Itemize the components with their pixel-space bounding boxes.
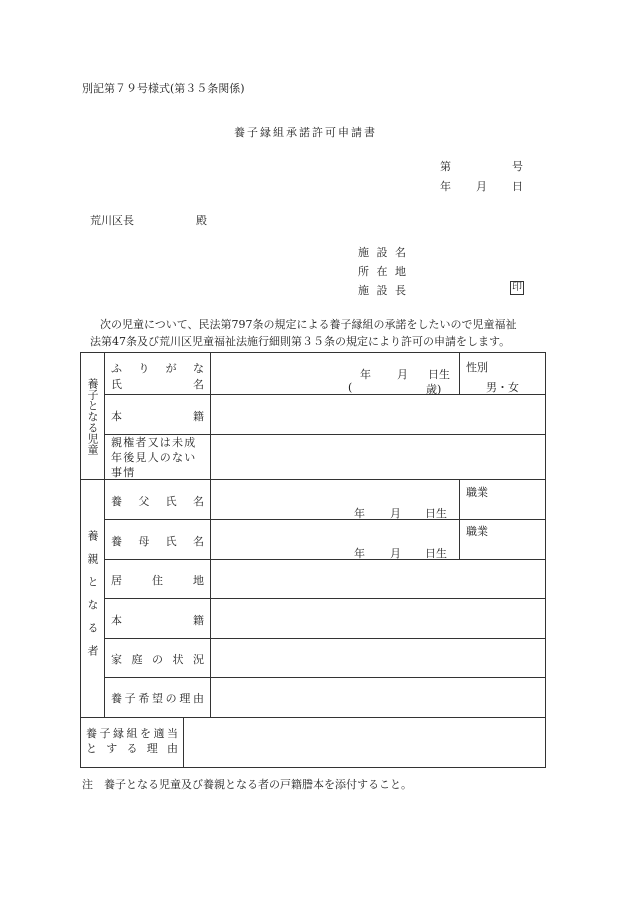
mother-name-field[interactable] xyxy=(212,521,458,558)
child-group-label: 養子となる児童 xyxy=(86,377,99,455)
child-honseki-label-text: 本 籍 xyxy=(111,410,204,423)
father-birth-day: 日生 xyxy=(425,507,447,520)
parents-group-label xyxy=(81,480,104,717)
no-guardian-reason-field[interactable] xyxy=(212,436,544,478)
mother-birth-month: 月 xyxy=(390,547,401,560)
child-age-label: 歳) xyxy=(426,383,442,396)
child-age-open: ( xyxy=(348,381,353,394)
addressee-honorific: 殿 xyxy=(196,214,207,227)
father-occupation-label: 職業 xyxy=(466,486,488,499)
seal-mark: 印 xyxy=(512,282,522,293)
family-situation-label-text: 家 庭 の 状 況 xyxy=(111,653,204,666)
appropriate-reason-line-2: と す る 理 由 xyxy=(86,742,178,755)
child-birth-day: 日生 xyxy=(428,368,450,381)
intro-line-1: 次の児童について、民法第797条の規定による養子縁組の承諾をしたいので児童福祉 xyxy=(100,318,517,331)
sex-options[interactable]: 男・女 xyxy=(486,381,519,394)
child-name-label-text: 氏 名 xyxy=(111,378,204,391)
facility-name-label: 施 設 名 xyxy=(358,246,408,259)
child-birth-month: 月 xyxy=(397,368,408,381)
child-birth-year: 年 xyxy=(360,368,371,381)
mother-birth-year: 年 xyxy=(354,547,365,560)
family-situation-field[interactable] xyxy=(212,640,544,676)
residence-label xyxy=(111,572,204,588)
addressee xyxy=(90,212,207,228)
no-guardian-reason-label xyxy=(111,435,207,480)
form-reference: 別記第７９号様式(第３５条関係) xyxy=(82,82,245,95)
residence-field[interactable] xyxy=(212,561,544,597)
residence-label-text: 居 住 地 xyxy=(111,574,204,587)
parents-honseki-label-text: 本 籍 xyxy=(111,614,204,627)
appropriate-reason-field[interactable] xyxy=(185,719,544,766)
furigana-label xyxy=(111,360,204,376)
facility-head-label: 施 設 長 xyxy=(358,284,408,297)
appropriate-reason-label xyxy=(86,726,178,756)
mother-name-label xyxy=(111,533,204,549)
father-name-field[interactable] xyxy=(212,481,458,518)
adoption-wish-reason-label xyxy=(111,690,204,706)
father-name-label xyxy=(111,493,204,509)
appropriate-reason-line-1: 養子縁組を適当 xyxy=(86,727,178,740)
father-birth-year: 年 xyxy=(354,507,365,520)
sex-label: 性別 xyxy=(466,361,488,374)
parents-honseki-field[interactable] xyxy=(212,600,544,637)
facility-location-label: 所 在 地 xyxy=(358,265,408,278)
doc-dai-label: 第 xyxy=(440,160,451,173)
mother-birth-day: 日生 xyxy=(425,547,447,560)
addressee-name: 荒川区長 xyxy=(90,214,134,227)
child-honseki-field[interactable] xyxy=(212,396,544,433)
adoption-wish-reason-label-text: 養子希望の理由 xyxy=(111,692,204,705)
child-name-field[interactable] xyxy=(212,354,458,393)
page-title: 養子縁組承諾許可申請書 xyxy=(234,126,377,139)
child-honseki-label xyxy=(111,408,204,424)
child-name-label xyxy=(111,376,204,392)
mother-name-label-text: 養 母 氏 名 xyxy=(111,535,204,548)
no-guardian-reason-line-3: 事情 xyxy=(111,466,136,479)
doc-go-label: 号 xyxy=(512,160,523,173)
father-birth-month: 月 xyxy=(390,507,401,520)
parents-group-label-text: 養親となる者 xyxy=(86,529,99,668)
furigana-label-text: ふ り が な xyxy=(111,362,204,375)
intro-line-2: 法第47条及び荒川区児童福祉法施行細則第３５条の規定により許可の申請をします。 xyxy=(90,335,511,348)
attachment-note: 注 養子となる児童及び養親となる者の戸籍謄本を添付すること。 xyxy=(82,778,412,791)
adoption-wish-reason-field[interactable] xyxy=(212,679,544,716)
no-guardian-reason-line-1: 親権者又は未成 xyxy=(111,436,197,449)
document-number xyxy=(440,158,523,174)
date-day-label: 日 xyxy=(512,180,523,193)
father-name-label-text: 養 父 氏 名 xyxy=(111,495,204,508)
no-guardian-reason-line-2: 年後見人のない xyxy=(111,451,197,464)
mother-occupation-label: 職業 xyxy=(466,525,488,538)
date-year-label: 年 xyxy=(440,180,451,193)
parents-honseki-label xyxy=(111,612,204,628)
application-date xyxy=(440,178,523,194)
family-situation-label xyxy=(111,651,204,667)
date-month-label: 月 xyxy=(476,180,487,193)
